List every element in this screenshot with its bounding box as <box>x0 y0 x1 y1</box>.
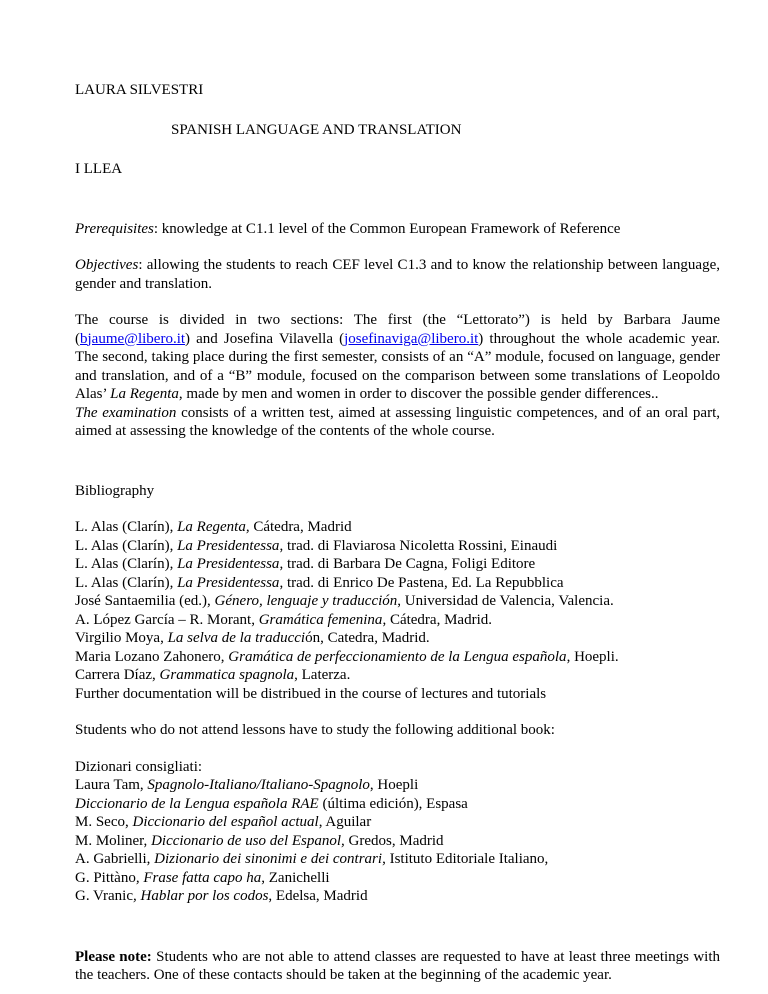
item-title: La Presidentessa <box>177 574 280 591</box>
bibliography-item <box>75 518 720 537</box>
item-publisher: (última edición), Espasa <box>318 795 468 812</box>
dictionary-item <box>75 887 720 906</box>
item-publisher: , trad. di Enrico De Pastena, Ed. La Repubblica <box>279 574 564 591</box>
item-title: Gramática de perfeccionamiento de la Lengua española <box>228 648 567 665</box>
item-publisher: , Zanichelli <box>261 869 330 886</box>
bibliography-item <box>75 537 720 556</box>
item-title: Grammatica spagnola <box>159 667 295 683</box>
item-author: Laura Tam, <box>75 777 148 793</box>
course-description-paragraph <box>75 311 720 404</box>
bibliography-item <box>75 666 720 685</box>
item-author: Virgilio Moya, <box>75 630 168 646</box>
bibliography-item <box>75 555 720 574</box>
item-author: M. Seco, <box>75 814 133 830</box>
item-title: Diccionario del español actual <box>132 814 319 830</box>
course-text-4: , made by men and women in order to discover the possible gender differences.. <box>178 386 659 402</box>
objectives-label: Objectives <box>75 257 139 273</box>
bibliography-item <box>75 648 720 667</box>
item-publisher: , trad. di Flaviarosa Nicoletta Rossini, Einaudi <box>279 537 558 554</box>
item-publisher: , Aguilar <box>318 814 372 830</box>
email-link-jaume[interactable]: bjaume@libero.it <box>80 330 186 347</box>
bibliography-item <box>75 685 720 704</box>
item-publisher: , Istituto Editoriale Italiano, <box>382 851 549 867</box>
item-author: A. Gabrielli, <box>75 851 155 867</box>
item-publisher: , Edelsa, Madrid <box>268 888 368 904</box>
prerequisites-text: : knowledge at C1.1 level of the Common European Framework of Reference <box>153 220 621 237</box>
please-note-text: Students who are not able to attend classes are requested to have at least three meetings with the teachers. One of these contacts should be taken at the beginning of the academic year. <box>75 948 720 983</box>
bibliography-item <box>75 629 720 648</box>
prerequisites-paragraph <box>75 220 720 239</box>
item-title: La selva de la traducci <box>167 630 306 646</box>
item-author: M. Moliner, <box>75 832 152 849</box>
item-title: La Presidentessa <box>177 556 280 572</box>
item-publisher: , Cátedra, Madrid. <box>382 611 492 628</box>
item-title: , Hablar por los codos <box>132 888 269 904</box>
bibliography-heading: Bibliography <box>75 482 155 499</box>
author-name: LAURA SILVESTRI <box>75 82 204 98</box>
item-author: L. Alas (Clarín), <box>75 556 178 572</box>
item-publisher: Gredos, Madrid <box>344 832 444 849</box>
item-author: G. Pittàno <box>75 869 136 886</box>
bibliography-item <box>75 592 720 611</box>
item-publisher: , Hoepli <box>369 777 419 793</box>
course-title: SPANISH LANGUAGE AND TRANSLATION <box>171 121 462 138</box>
item-publisher: , Hoepli. <box>566 648 619 665</box>
item-note: Further documentation will be distribued in the course of lectures and tutorials <box>75 685 547 702</box>
dictionaries-heading: Dizionari consigliati: <box>75 758 203 775</box>
item-title: Dizionario dei sinonimi e dei contrari <box>154 851 383 867</box>
item-title: Diccionario de uso del Espanol, <box>151 832 345 849</box>
dictionary-item <box>75 832 720 851</box>
item-title: La Regenta, <box>177 519 250 535</box>
non-attending-note: Students who do not attend lessons have to study the following additional book: <box>75 722 555 738</box>
dictionary-item <box>75 869 720 888</box>
item-title: Género, lenguaje y traducción <box>214 593 398 609</box>
examination-paragraph <box>75 404 720 441</box>
item-author: A. López García – R. Morant, <box>75 611 259 628</box>
work-title: La Regenta <box>110 386 179 402</box>
dictionaries-list <box>75 758 720 906</box>
please-note-label: Please note: <box>75 948 152 965</box>
examination-label: The examination <box>75 404 177 421</box>
course-text-2: ) and Josefina Vilavella ( <box>185 330 345 347</box>
bibliography-list <box>75 518 720 703</box>
item-author: L. Alas (Clarín), <box>75 574 178 591</box>
item-author: José Santaemilia (ed.), <box>75 593 215 609</box>
bibliography-item <box>75 611 720 630</box>
item-title: Diccionario de la Lengua española RAE <box>75 795 319 812</box>
dictionary-item <box>75 776 720 795</box>
item-author: L. Alas (Clarín), <box>75 537 178 554</box>
dictionary-item <box>75 850 720 869</box>
bibliography-item <box>75 574 720 593</box>
course-text-1: The course is divided in two sections: The first (the “Lettorato”) is held by Barbara Jaume ( <box>75 312 720 347</box>
item-publisher: , Universidad de Valencia, Valencia. <box>397 593 614 609</box>
item-title: Gramática femenina <box>258 611 383 628</box>
item-publisher: , Laterza. <box>294 667 351 683</box>
item-author: L. Alas (Clarín), <box>75 519 178 535</box>
email-link-vilavella[interactable]: josefinaviga@libero.it <box>344 330 479 347</box>
please-note-paragraph <box>75 948 720 985</box>
item-author: Maria Lozano Zahonero, <box>75 648 229 665</box>
item-publisher: , trad. di Barbara De Cagna, Foligi Editore <box>279 556 536 572</box>
objectives-paragraph <box>75 256 720 293</box>
item-title: La Presidentessa <box>177 537 280 554</box>
objectives-text: : allowing the students to reach CEF level C1.3 and to know the relationship between language, gender and translation. <box>75 257 720 292</box>
course-text-3: ) throughout the whole academic year. The second, taking place during the first semester, consists of an “A” module, focused on language, gender and translation, and of a “B” module, focused on the comparison between some translations of Leopoldo Alas’ <box>75 330 720 402</box>
item-title: , Frase fatta capo ha <box>135 869 262 886</box>
examination-text: consists of a written test, aimed at assessing linguistic competences, and of an oral part, aimed at assessing the knowledge of the contents of the whole course. <box>75 404 720 439</box>
dictionary-item <box>75 795 720 814</box>
item-title: Spagnolo-Italiano/Italiano-Spagnolo <box>147 777 370 793</box>
dictionary-item <box>75 813 720 832</box>
item-publisher: Cátedra, Madrid <box>249 519 352 535</box>
prerequisites-label: Prerequisites <box>75 220 154 237</box>
item-author: G. Vranic <box>75 888 133 904</box>
item-author: Carrera Díaz, <box>75 667 160 683</box>
item-publisher: ón, Catedra, Madrid. <box>305 630 430 646</box>
course-level: I LLEA <box>75 161 123 177</box>
